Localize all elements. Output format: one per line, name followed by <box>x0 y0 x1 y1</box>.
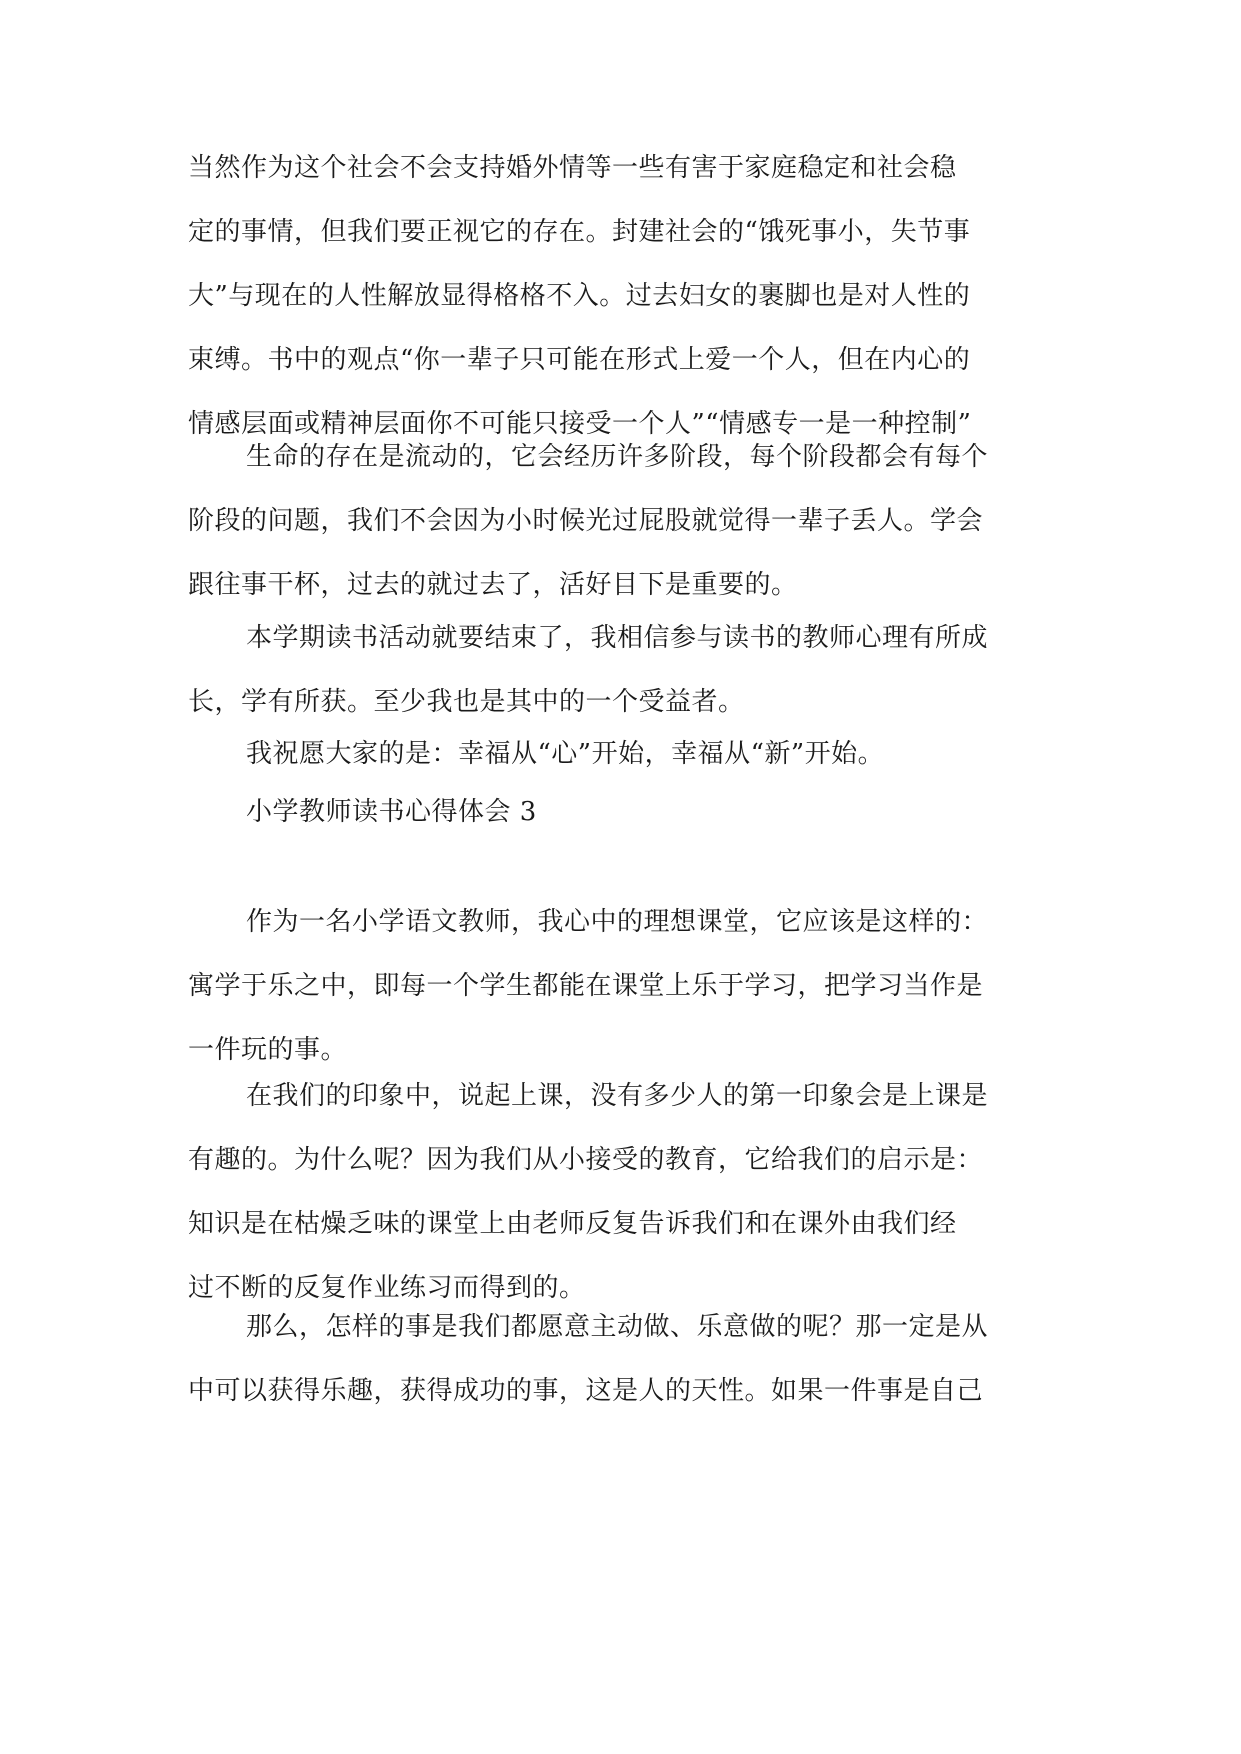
paragraph <box>188 722 1058 786</box>
text-line: 当然作为这个社会不会支持婚外情等一些有害于家庭稳定和社会稳 <box>188 153 957 183</box>
text-line: 一件玩的事。 <box>188 1035 348 1065</box>
text-line: 本学期读书活动就要结束了，我相信参与读书的教师心理有所成 <box>246 623 989 653</box>
section-heading-text: 小学教师读书心得体会 3 <box>246 797 537 827</box>
paragraph <box>188 606 1058 734</box>
paragraph <box>188 425 1058 617</box>
text-line: 知识是在枯燥乏味的课堂上由老师反复告诉我们和在课外由我们经 <box>188 1209 957 1239</box>
text-line: 情感层面或精神层面你不可能只接受一个人”“情感专一是一种控制” <box>188 409 972 439</box>
text-line: 大”与现在的人性解放显得格格不入。过去妇女的裹脚也是对人性的 <box>188 281 971 311</box>
text-line: 跟往事干杯，过去的就过去了，活好目下是重要的。 <box>188 570 798 600</box>
section-heading <box>188 780 1058 844</box>
text-line: 寓学于乐之中，即每一个学生都能在课堂上乐于学习，把学习当作是 <box>188 971 984 1001</box>
text-line: 长，学有所获。至少我也是其中的一个受益者。 <box>188 687 745 717</box>
text-line: 那么，怎样的事是我们都愿意主动做、乐意做的呢？那一定是从 <box>246 1312 989 1342</box>
paragraph <box>188 1295 1058 1423</box>
text-line: 在我们的印象中，说起上课，没有多少人的第一印象会是上课是 <box>246 1081 989 1111</box>
paragraph <box>188 890 1058 1082</box>
text-line: 阶段的问题，我们不会因为小时候光过屁股就觉得一辈子丢人。学会 <box>188 506 984 536</box>
text-line: 过不断的反复作业练习而得到的。 <box>188 1273 586 1303</box>
text-line: 束缚。书中的观点“你一辈子只可能在形式上爱一个人，但在内心的 <box>188 345 971 375</box>
text-line: 定的事情，但我们要正视它的存在。封建社会的“饿死事小，失节事 <box>188 217 971 247</box>
text-line: 有趣的。为什么呢？因为我们从小接受的教育，它给我们的启示是： <box>188 1145 984 1175</box>
text-line: 作为一名小学语文教师，我心中的理想课堂，它应该是这样的： <box>246 907 989 937</box>
text-line: 生命的存在是流动的，它会经历许多阶段，每个阶段都会有每个 <box>246 442 989 472</box>
paragraph <box>188 136 1058 456</box>
text-line: 我祝愿大家的是：幸福从“心”开始，幸福从“新”开始。 <box>246 739 885 769</box>
text-line: 中可以获得乐趣，获得成功的事，这是人的天性。如果一件事是自己 <box>188 1376 984 1406</box>
paragraph <box>188 1064 1058 1320</box>
